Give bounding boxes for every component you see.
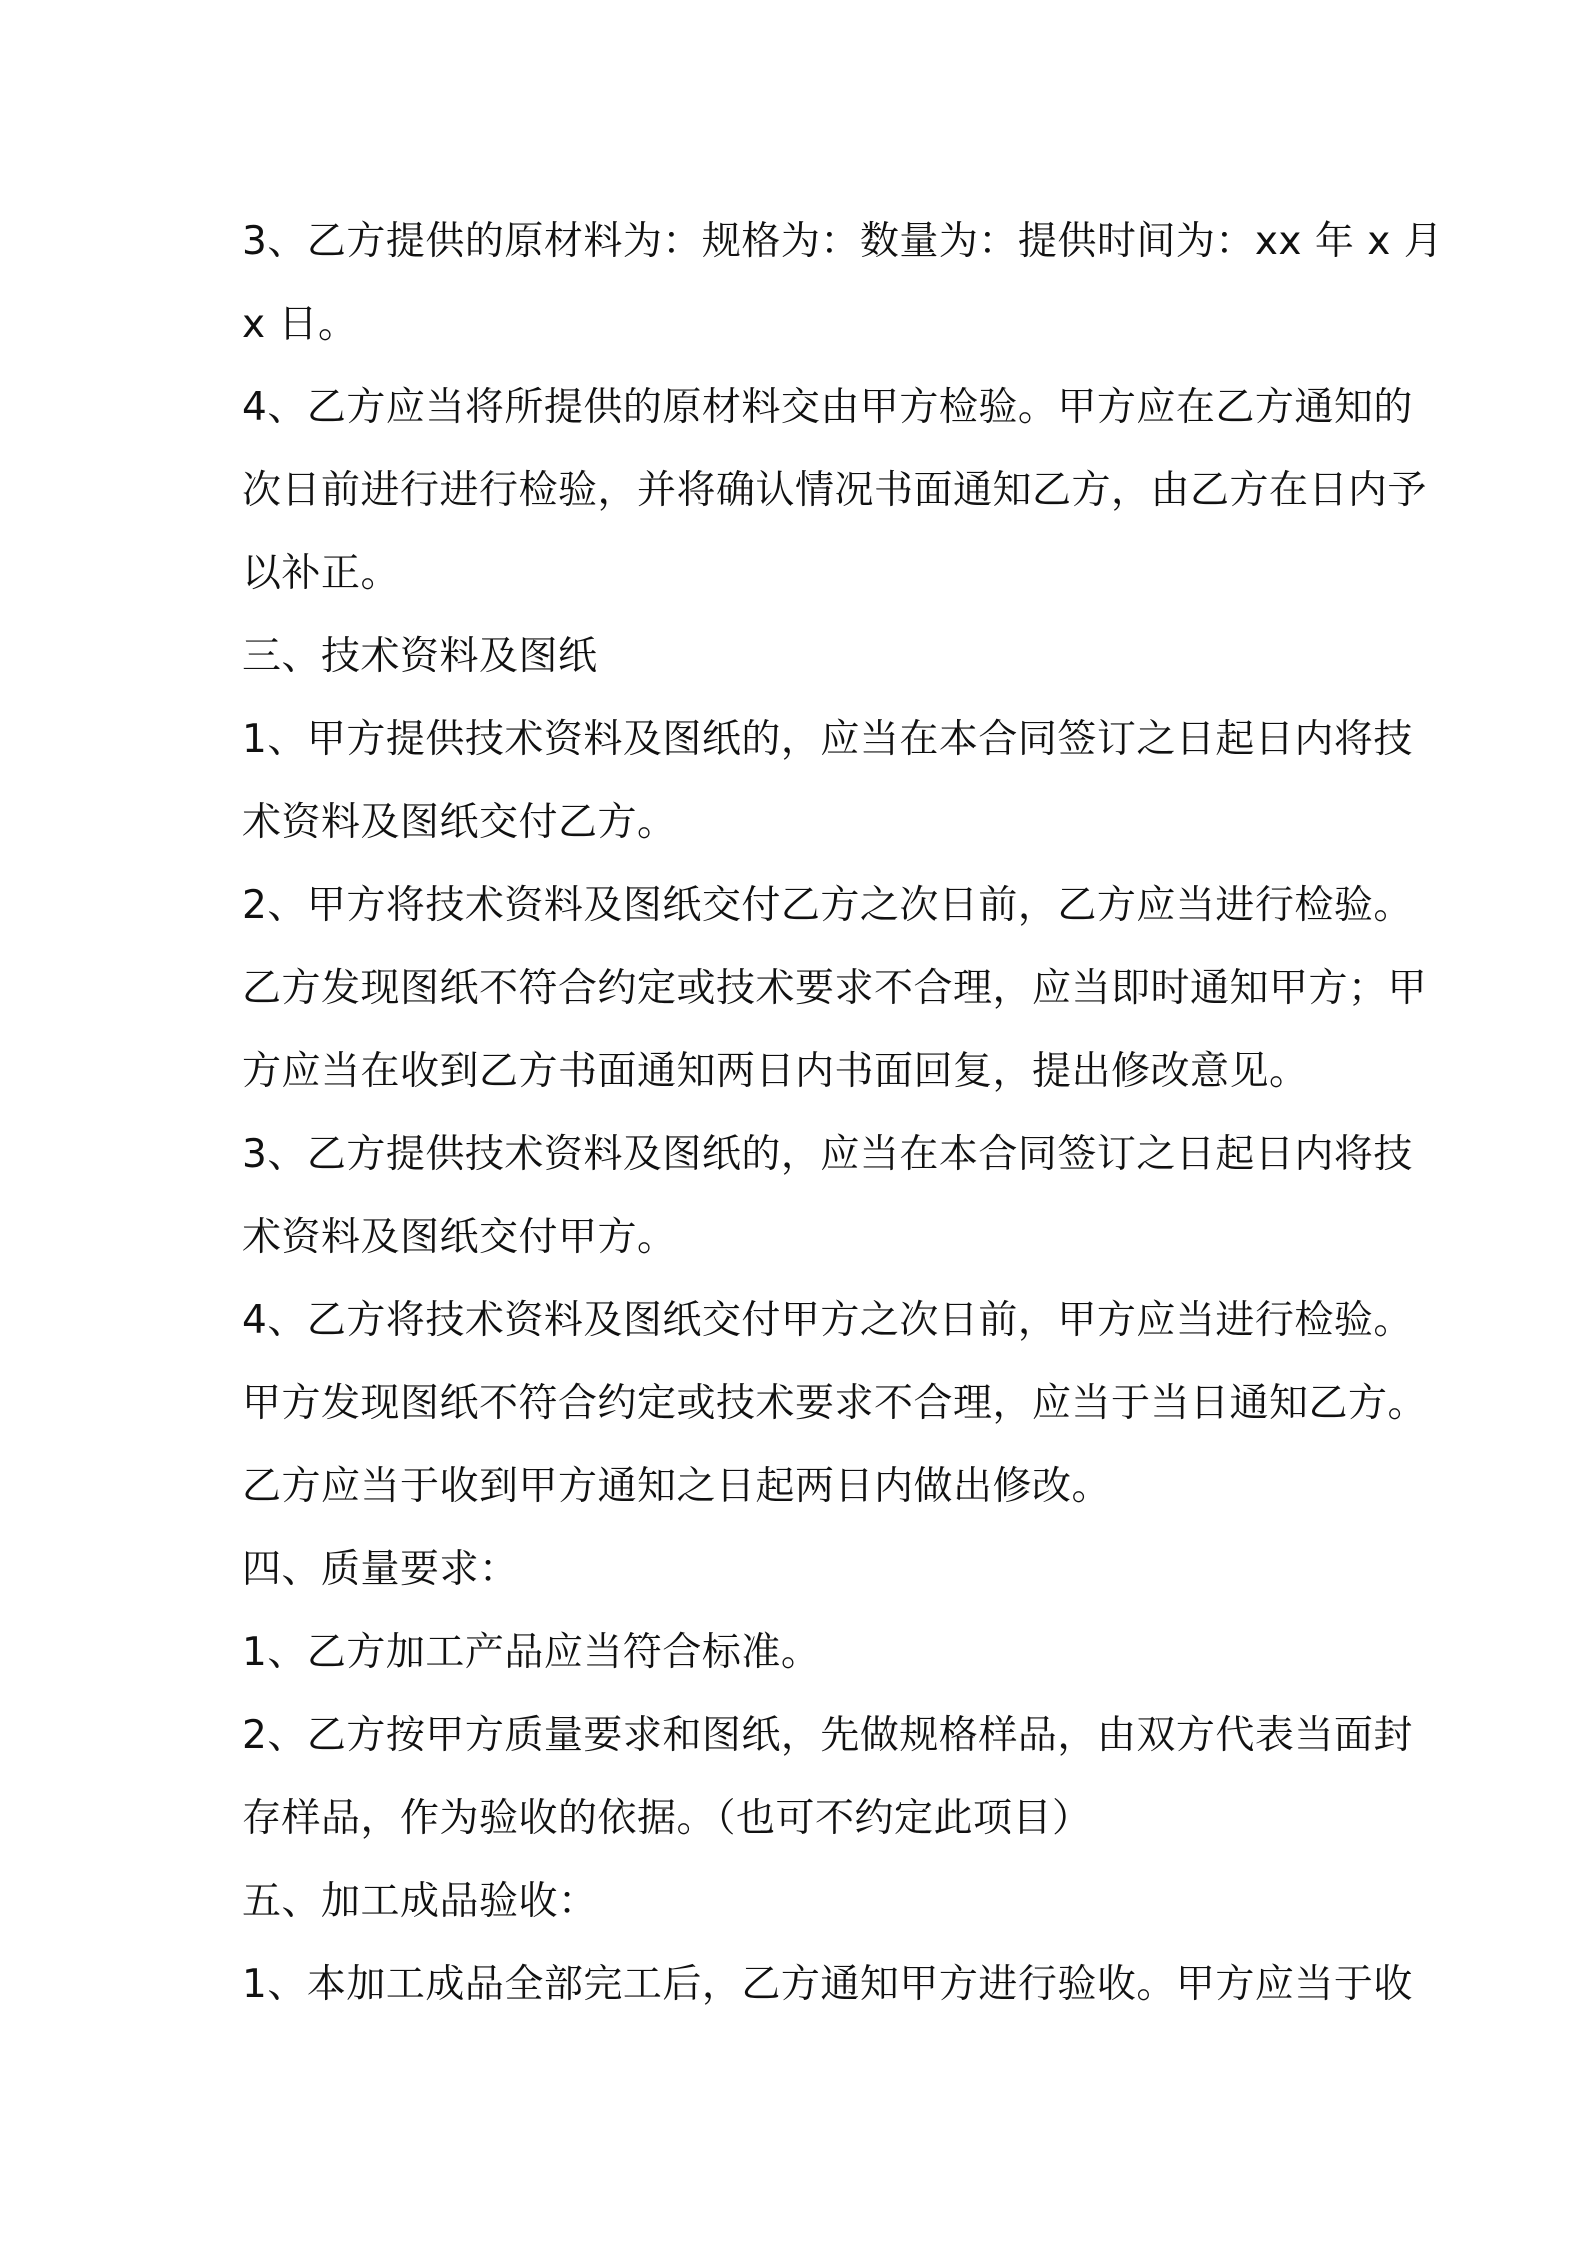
text-line: 3、乙方提供技术资料及图纸的，应当在本合同签订之日起日内将技	[242, 1132, 1413, 1177]
text-line: 术资料及图纸交付甲方。	[242, 1215, 677, 1260]
section-heading: 三、技术资料及图纸	[242, 634, 598, 679]
text-line: 1、甲方提供技术资料及图纸的，应当在本合同签订之日起日内将技	[242, 717, 1413, 762]
section-heading: 四、质量要求：	[242, 1547, 519, 1592]
text-line: 术资料及图纸交付乙方。	[242, 800, 677, 845]
text-line: 2、甲方将技术资料及图纸交付乙方之次日前，乙方应当进行检验。	[242, 883, 1413, 928]
text-line: 方应当在收到乙方书面通知两日内书面回复，提出修改意见。	[242, 1049, 1309, 1094]
text-line: 次日前进行进行检验，并将确认情况书面通知乙方，由乙方在日内予	[242, 468, 1428, 513]
text-line: 乙方发现图纸不符合约定或技术要求不合理，应当即时通知甲方；甲	[242, 966, 1428, 1011]
text-line: x 日。	[242, 302, 358, 347]
section-heading: 五、加工成品验收：	[242, 1879, 598, 1924]
text-line: 以补正。	[242, 551, 401, 596]
text-line: 乙方应当于收到甲方通知之日起两日内做出修改。	[242, 1464, 1112, 1509]
text-line: 存样品，作为验收的依据。（也可不约定此项目）	[242, 1796, 1092, 1841]
text-line: 2、乙方按甲方质量要求和图纸，先做规格样品，由双方代表当面封	[242, 1713, 1413, 1758]
text-line: 1、乙方加工产品应当符合标准。	[242, 1630, 821, 1675]
text-line: 甲方发现图纸不符合约定或技术要求不合理，应当于当日通知乙方。	[242, 1381, 1428, 1426]
text-line: 4、乙方应当将所提供的原材料交由甲方检验。甲方应在乙方通知的	[242, 385, 1413, 430]
text-line: 1、本加工成品全部完工后，乙方通知甲方进行验收。甲方应当于收	[242, 1962, 1413, 2007]
text-line: 4、乙方将技术资料及图纸交付甲方之次日前，甲方应当进行检验。	[242, 1298, 1413, 1343]
text-line: 3、乙方提供的原材料为：规格为：数量为：提供时间为：xx 年 x 月	[242, 219, 1444, 264]
document-body	[242, 200, 1444, 2026]
